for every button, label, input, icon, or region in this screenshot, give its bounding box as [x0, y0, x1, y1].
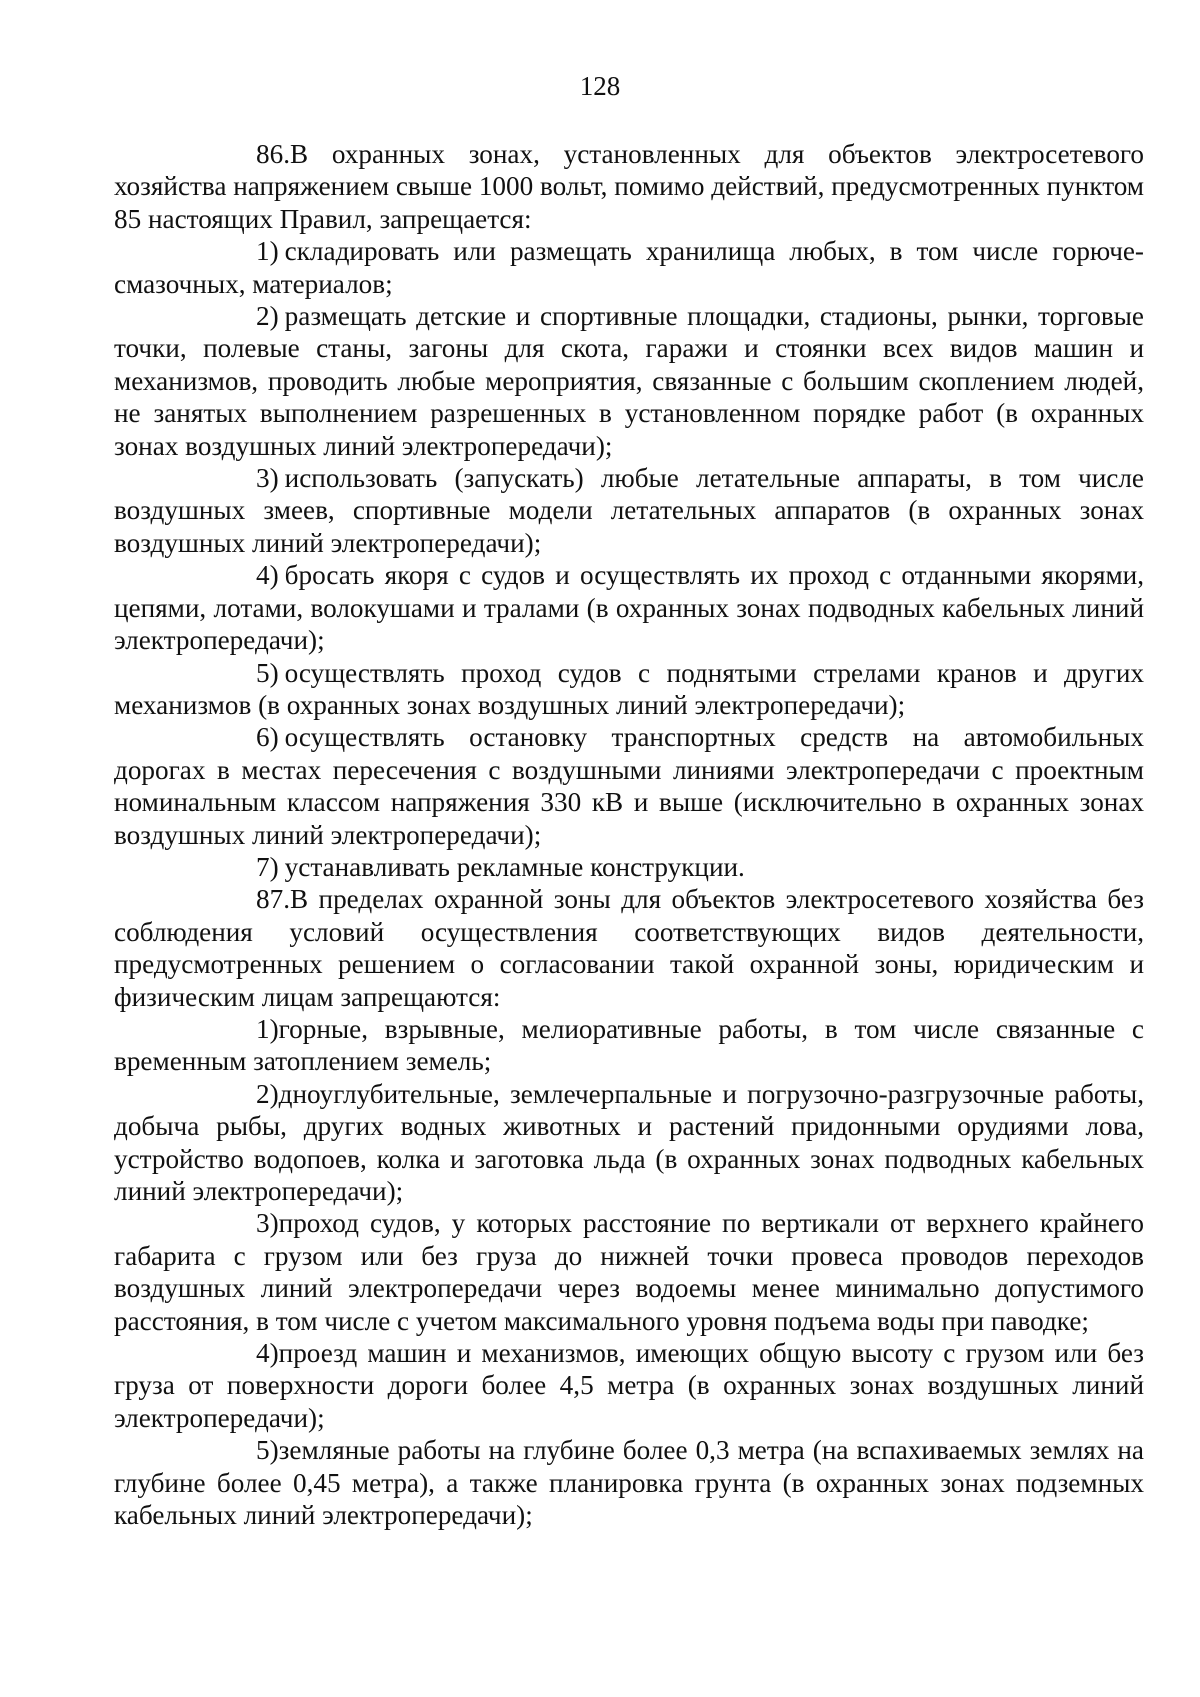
page-number: 128: [579, 71, 621, 101]
item-number: 3): [256, 463, 279, 494]
item-number: 5): [256, 657, 279, 688]
subitem-86-4: [114, 559, 1144, 656]
item-number: 1): [256, 1013, 279, 1044]
item-text: устанавливать рекламные конструкции.: [284, 851, 745, 882]
subitem-87-1: [114, 1013, 1144, 1078]
item-number: 2): [256, 1078, 279, 1109]
item-text: горные, взрывные, мелиоративные работы, в том числе связанные с временным затоплением земель;: [114, 1013, 1144, 1077]
item-number: 1): [256, 236, 279, 267]
item-number: 5): [256, 1435, 279, 1466]
subitem-87-5: [114, 1434, 1144, 1531]
item-number: 7): [256, 851, 279, 882]
paragraph-item-87: [114, 883, 1144, 1013]
item-number: 4): [256, 560, 279, 591]
item-text: В пределах охранной зоны для объектов электросетевого хозяйства без соблюдения условий осуществления соответствующих видов деятельности, предусмотренных решением о согласовании такой охранной зоны, юридическим и физическим лицам запрещаются:: [114, 884, 1144, 1012]
item-text: В охранных зонах, установленных для объектов электросетевого хозяйства напряжением свыше 1000 вольт, помимо действий, предусмотренных пунктом 85 настоящих Правил, запрещается:: [114, 139, 1144, 234]
item-number: 86.: [256, 139, 290, 169]
item-text: бросать якоря с судов и осуществлять их проход с отданными якорями, цепями, лотами, волокушами и тралами (в охранных зонах подводных кабельных линий электропередачи);: [114, 560, 1144, 656]
item-text: складировать или размещать хранилища любых, в том числе горюче-смазочных, материалов;: [114, 236, 1144, 299]
paragraph-item-86: [114, 138, 1144, 235]
item-number: 2): [256, 301, 279, 332]
item-text: осуществлять проход судов с поднятыми стрелами кранов и других механизмов (в охранных зонах воздушных линий электропередачи);: [114, 657, 1144, 720]
subitem-86-6: [114, 721, 1144, 851]
item-number: 87.: [256, 884, 290, 915]
item-text: осуществлять остановку транспортных средств на автомобильных дорогах в местах пересечения с воздушными линиями электропередачи с проектным номинальным классом напряжения 330 кВ и выше (исключительно в охранных зонах воздушных линий электропередачи);: [114, 722, 1144, 850]
item-text: проезд машин и механизмов, имеющих общую высоту с грузом или без груза от поверхности дороги более 4,5 метра (в охранных зонах воздушных линий электропередачи);: [114, 1338, 1144, 1433]
item-text: проход судов, у которых расстояние по вертикали от верхнего крайнего габарита с грузом или без груза до нижней точки провеса проводов переходов воздушных линий электропередачи через водоемы менее минимально допустимого расстояния, в том числе с учетом максимального уровня подъема воды при паводке;: [114, 1208, 1144, 1336]
subitem-86-5: [114, 657, 1144, 722]
item-text: земляные работы на глубине более 0,3 метра (на вспахиваемых землях на глубине более 0,45 метра), а также планировка грунта (в охранных зонах подземных кабельных линий электропередачи);: [114, 1435, 1144, 1531]
document-body: [114, 138, 1144, 1531]
item-text: дноуглубительные, землечерпальные и погрузочно-разгрузочные работы, добыча рыбы, других водных животных и растений придонными орудиями лова, устройство водопоев, колка и заготовка льда (в охранных зонах подводных кабельных линий электропередачи);: [114, 1078, 1144, 1206]
item-number: 6): [256, 722, 279, 753]
item-number: 3): [256, 1208, 279, 1239]
subitem-87-3: [114, 1207, 1144, 1337]
subitem-86-2: [114, 300, 1144, 462]
item-text: размещать детские и спортивные площадки, стадионы, рынки, торговые точки, полевые станы, загоны для скота, гаражи и стоянки всех видов машин и механизмов, проводить любые мероприятия, связанные с большим скоплением людей, не занятых выполнением разрешенных в установленном порядке работ (в охранных зонах воздушных линий электропередачи);: [114, 301, 1144, 461]
item-number: 4): [256, 1338, 279, 1369]
subitem-86-1: [114, 235, 1144, 300]
subitem-86-3: [114, 462, 1144, 559]
subitem-86-7: [114, 851, 1144, 883]
item-text: использовать (запускать) любые летательные аппараты, в том числе воздушных змеев, спортивные модели летательных аппаратов (в охранных зонах воздушных линий электропередачи);: [114, 463, 1144, 558]
subitem-87-2: [114, 1078, 1144, 1208]
subitem-87-4: [114, 1337, 1144, 1434]
